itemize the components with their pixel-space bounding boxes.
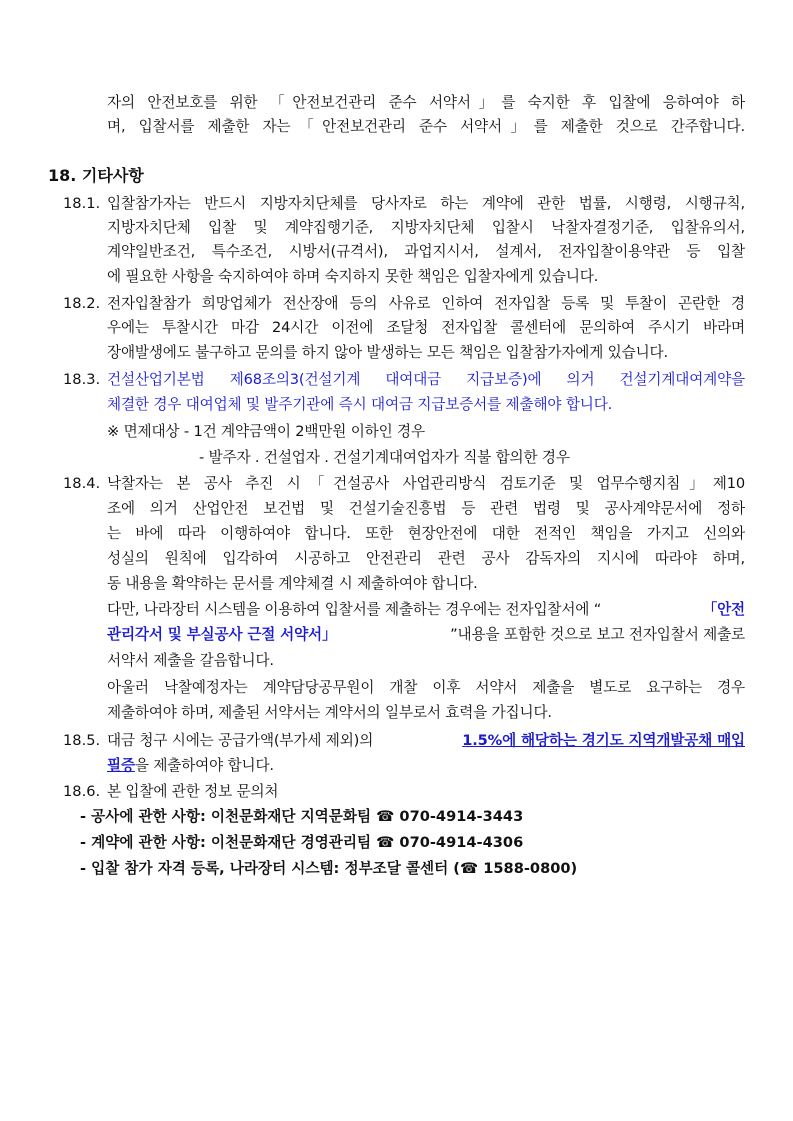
- item-18-4-para3-line-2: 제출하여야 하며, 제출된 서약서는 계약서의 일부로서 효력을 가집니다.: [107, 704, 552, 721]
- item-number: 18.5.: [63, 732, 101, 749]
- item-number: 18.6.: [63, 783, 101, 800]
- item-18-1-line-1: 입찰참가자는 반드시 지방자치단체를 당사자로 하는 계약에 관한 법률, 시행령, 시행규칙,: [107, 195, 745, 212]
- item-number: 18.1.: [63, 195, 101, 212]
- item-number: 18.4.: [63, 475, 101, 492]
- item-18-4-line-2: 조에 의거 산업안전 보건법 및 건설기술진흥법 등 관련 법령 및 공사계약문서에 정하: [107, 500, 745, 517]
- contact-label: - 공사에 관한 사항: 이천문화재단 지역문화팀: [80, 808, 377, 825]
- continuation-line-2: 며, 입찰서를 제출한 자는「안전보건관리 준수 서약서」를 제출한 것으로 간주합니다.: [107, 118, 745, 135]
- para2-text-cont: ”내용을 포함한 것으로 보고 전자입찰서 제출로: [450, 626, 745, 643]
- contact-construction: [80, 807, 523, 827]
- payment-text: 대금 청구 시에는 공급가액(부가세 제외)의: [107, 732, 374, 749]
- item-18-6-line-1: 본 입찰에 관한 정보 문의처: [107, 783, 279, 800]
- bond-certificate: 필증: [107, 757, 135, 774]
- item-18-4-line-4: 성실의 원칙에 입각하여 시공하고 안전관리 관련 공사 감독자의 지시에 따라야 하며,: [107, 550, 745, 567]
- payment-text-cont: 을 제출하여야 합니다.: [134, 757, 274, 774]
- item-18-4-line-5: 동 내용을 확약하는 문서를 계약체결 시 제출하여야 합니다.: [107, 575, 478, 592]
- telephone-icon: ☎: [459, 860, 479, 877]
- item-18-4-para3-line-1: 아울러 낙찰예정자는 계약담당공무원이 개찰 이후 서약서 제출을 별도로 요구하는 경우: [107, 679, 745, 696]
- contact-phone: 070-4914-4306: [394, 834, 524, 851]
- item-18-3-line-2: 체결한 경우 대여업체 및 발주기관에 즉시 대여금 지급보증서를 제출해야 합니다.: [107, 396, 613, 413]
- pledge-title-end: 관리각서 및 부실공사 근절 서약서」: [107, 626, 337, 643]
- item-18-4-para2-line-3: 서약서 제출을 갈음합니다.: [107, 652, 274, 669]
- exemption-note-1: ※ 면제대상 - 1건 계약금액이 2백만원 이하인 경우: [107, 423, 425, 440]
- item-18-1-line-2: 지방자치단체 입찰 및 계약집행기준, 지방자치단체 입찰시 낙찰자결정기준, 입찰유의서,: [107, 219, 745, 236]
- item-18-2-line-3: 장애발생에도 불구하고 문의를 하지 않아 발생하는 모든 책임은 입찰참가자에게 있습니다.: [107, 344, 668, 361]
- bond-requirement: 1.5%에 해당하는 경기도 지역개발공채 매입: [462, 732, 745, 749]
- contact-label: - 입찰 참가 자격 등록, 나라장터 시스템: 정부조달 콜센터 (: [80, 860, 460, 877]
- pledge-title-start: 「안전: [702, 601, 745, 618]
- item-18-5-line-1: [107, 731, 745, 751]
- contact-phone: 070-4914-3443: [394, 808, 524, 825]
- telephone-icon: ☎: [376, 834, 395, 851]
- contact-phone: 1588-0800): [478, 860, 578, 877]
- item-18-5-line-2: [107, 756, 274, 776]
- contact-registration: [80, 859, 577, 879]
- telephone-icon: ☎: [376, 808, 395, 825]
- item-18-2-line-1: 전자입찰참가 희망업체가 전산장애 등의 사유로 인하여 전자입찰 등록 및 투찰이 곤란한 경: [107, 295, 745, 312]
- item-number: 18.2.: [63, 295, 101, 312]
- item-18-4-line-3: 는 바에 따라 이행하여야 합니다. 또한 현장안전에 대한 전적인 책임을 가지고 신의와: [107, 525, 745, 542]
- item-18-1-line-4: 에 필요한 사항을 숙지하여야 하며 숙지하지 못한 책임은 입찰자에게 있습니다.: [107, 268, 599, 285]
- section-heading: 18. 기타사항: [48, 166, 144, 185]
- exemption-note-2: - 발주자 . 건설업자 . 건설기계대여업자가 직불 합의한 경우: [199, 449, 570, 466]
- item-18-3-line-1: 건설산업기본법 제68조의3(건설기계 대여대금 지급보증)에 의거 건설기계대여계약을: [107, 371, 745, 388]
- para2-text: 다만, 나라장터 시스템을 이용하여 입찰서를 제출하는 경우에는 전자입찰서에 “: [107, 601, 602, 618]
- contact-contract: [80, 833, 523, 853]
- item-18-1-line-3: 계약일반조건, 특수조건, 시방서(규격서), 과업지시서, 설계서, 전자입찰이용약관 등 입찰: [107, 243, 745, 260]
- item-18-4-para2-line-1: [107, 600, 745, 620]
- item-18-2-line-2: 우에는 투찰시간 마감 24시간 이전에 조달청 전자입찰 콜센터에 문의하여 주시기 바라며: [107, 319, 745, 336]
- contact-label: - 계약에 관한 사항: 이천문화재단 경영관리팀: [80, 834, 377, 851]
- item-18-4-line-1: 낙찰자는 본 공사 추진 시「건설공사 사업관리방식 검토기준 및 업무수행지침」제10: [107, 475, 745, 492]
- item-number: 18.3.: [63, 371, 101, 388]
- continuation-line-1: 자의 안전보호를 위한 「안전보건관리 준수 서약서」를 숙지한 후 입찰에 응하여야 하: [107, 94, 745, 111]
- item-18-4-para2-line-2: [107, 625, 745, 645]
